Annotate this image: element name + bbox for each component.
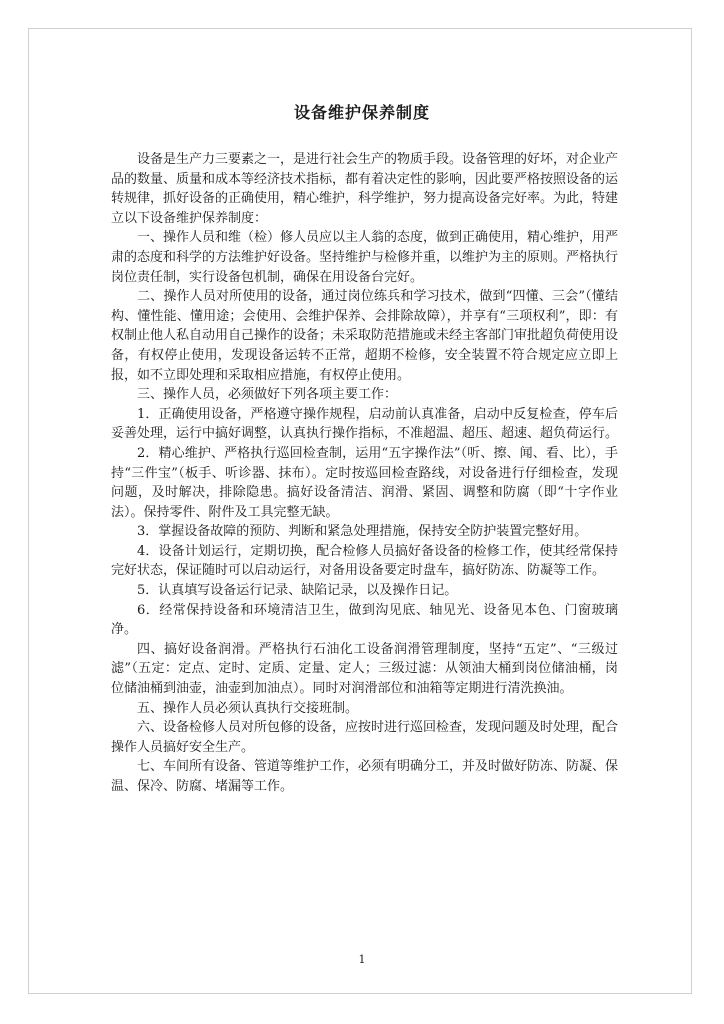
paragraph-item-4: 4．设备计划运行，定期切换，配合检修人员搞好备设备的检修工作，使其经常保持完好状态，保证随时可以启动运行，对备用设备要定时盘车，搞好防冻、防凝等工作。 (111, 543, 618, 579)
paragraph-item-6: 6．经常保持设备和环境清洁卫生，做到沟见底、轴见光、设备见本色、门窗玻璃净。 (111, 602, 618, 638)
paragraph-section-1: 一、操作人员和维（检）修人员应以主人翁的态度，做到正确使用，精心维护，用严肃的态度和科学的方法维护好设备。坚持维护与检修并重，以维护为主的原则。严格执行岗位责任制，实行设备包机制，确保在用设备台完好。 (111, 230, 619, 285)
paragraph-item-3: 3．掌握设备故障的预防、判断和紧急处理措施，保持安全防护装置完整好用。 (137, 524, 588, 540)
paragraph-item-5: 5．认真填写设备运行记录、缺陷记录，以及操作日记。 (137, 583, 458, 599)
paragraph-item-1: 1．正确使用设备，严格遵守操作规程，启动前认真准备，启动中反复检查，停车后妥善处理，运行中搞好调整，认真执行操作指标，不准超温、超压、超速、超负荷运行。 (111, 406, 619, 442)
paragraph-item-2: 2．精心维护、严格执行巡回检查制，运用“五字操作法”（听、擦、闻、看、比），手持“三件宝”（板手、听诊器、抹布）。定时按巡回检查路线，对设备进行仔细检查，发现问题，及时解决，排除隐患。搞好设备清洁、润滑、紧固、调整和防腐（即“十字作业法）。保持零件、附件及工具完整无缺。 (111, 445, 618, 520)
paragraph-section-3: 三、操作人员，必须做好下列各项主要工作： (137, 387, 398, 403)
paragraph-section-5: 五、操作人员必须认真执行交接班制。 (137, 700, 359, 716)
paragraph-section-4: 四、搞好设备润滑。严格执行石油化工设备润滑管理制度，坚持“五定”、“三级过滤”（五定：定点、定时、定质、定量、定人；三级过滤：从领油大桶到岗位储油桶，岗位储油桶到油壶，油壶到加油点）。同时对润滑部位和油箱等定期进行清洗换油。 (111, 641, 618, 697)
paragraph-section-6: 六、设备检修人员对所包修的设备，应按时进行巡回检查，发现问题及时处理，配合操作人员搞好安全生产。 (111, 720, 619, 755)
page-number: 1 (358, 953, 366, 966)
paragraph-section-2: 二、操作人员对所使用的设备，通过岗位练兵和学习技术，做到“四懂、三会”（懂结构、懂性能、懂用途；会使用、会维护保养、会排除故障），并享有“三项权利”，即：有权制止他人私自动用自己操作的设备；未采取防范措施或未经主客部门审批超负荷使用设备，有权停止使用，发现设备运转不正常，超期不检修，安全装置不符合规定应立即上报，如不立即处理和采取相应措施，有权停止使用。 (111, 289, 619, 383)
paragraph-intro: 设备是生产力三要素之一，是进行社会生产的物质手段。设备管理的好坏，对企业产品的数量、质量和成本等经济技术指标，都有着决定性的影响，因此要严格按照设备的运转规律，抓好设备的正确使用，精心维护，科学维护，努力提高设备完好率。为此，特建立以下设备维护保养制度： (111, 152, 619, 226)
document-title: 设备维护保养制度 (293, 103, 430, 122)
document-body (111, 150, 618, 797)
paragraph-section-7: 七、车间所有设备、管道等维护工作，必须有明确分工，并及时做好防冻、防凝、保温、保冷、防腐、堵漏等工作。 (111, 759, 619, 794)
